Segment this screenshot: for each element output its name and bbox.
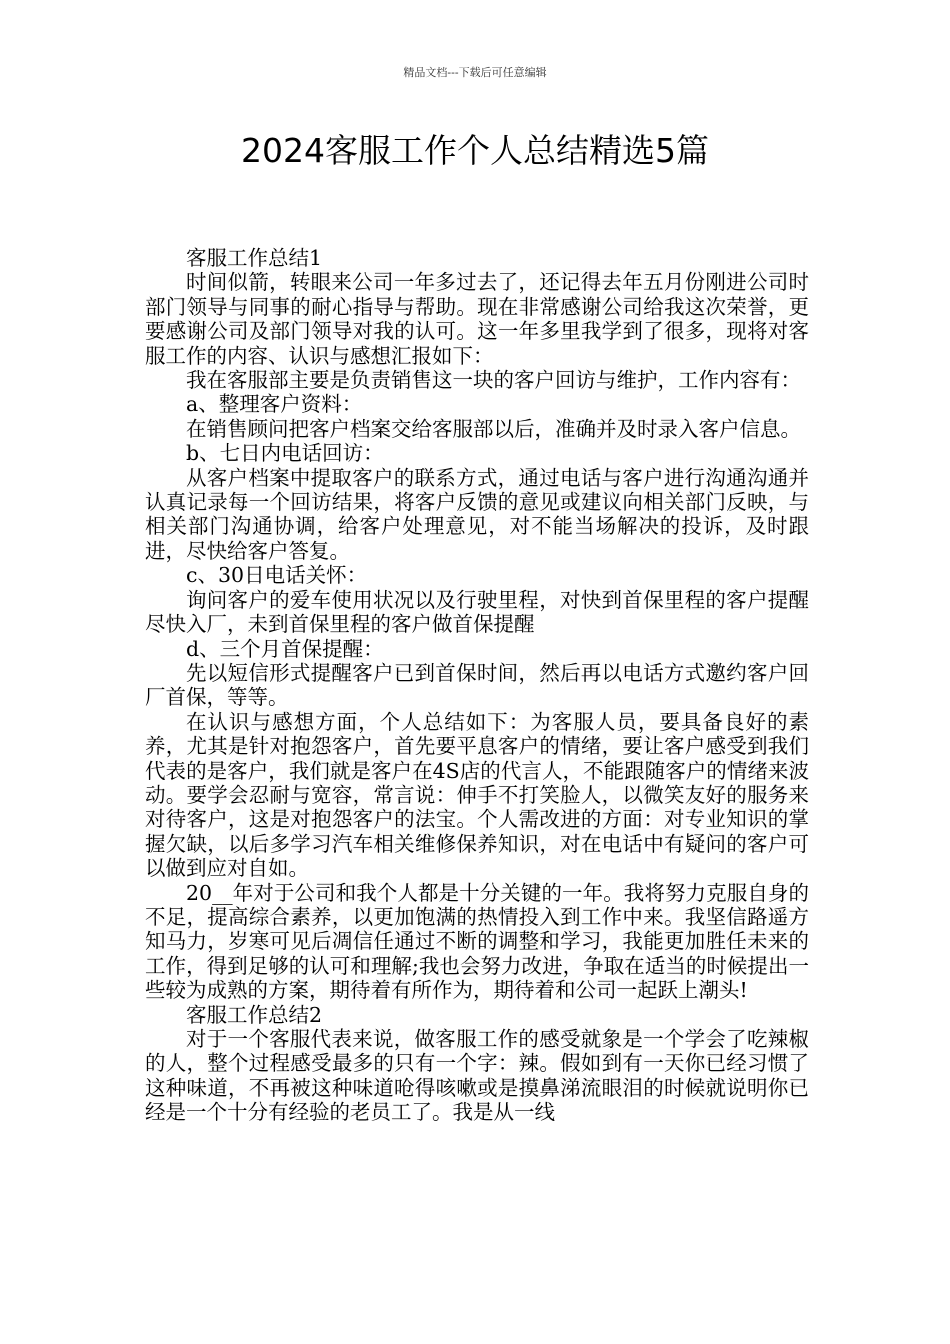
body-paragraph: 先以短信形式提醒客户已到首保时间，然后再以电话方式邀约客户回厂首保，等等。 <box>145 660 809 710</box>
section-heading-1: 客服工作总结1 <box>186 246 323 270</box>
document-title: 2024客服工作个人总结精选5篇 <box>241 131 709 170</box>
body-paragraph: 询问客户的爱车使用状况以及行驶里程，对快到首保里程的客户提醒尽快入厂，未到首保里程的客户做首保提醒 <box>145 587 809 637</box>
body-paragraph: 时间似箭，转眼来公司一年多过去了，还记得去年五月份刚进公司时部门领导与同事的耐心指导与帮助。现在非常感谢公司给我这次荣誉，更要感谢公司及部门领导对我的认可。这一年多里我学到了很多，现将对客服工作的内容、认识与感想汇报如下： <box>145 270 809 368</box>
body-paragraph: 在认识与感想方面，个人总结如下：为客服人员，要具备良好的素养，尤其是针对抱怨客户，首先要平息客户的情绪，要让客户感受到我们代表的是客户，我们就是客户在4S店的代言人，不能跟随客户的情绪来波动。要学会忍耐与宽容，常言说：伸手不打笑脸人，以微笑友好的服务来对待客户，这是对抱怨客户的法宝。个人需改进的方面：对专业知识的掌握欠缺，以后多学习汽车相关维修保养知识，对在电话中有疑问的客户可以做到应对自如。 <box>145 709 809 881</box>
document-body <box>145 246 809 1125</box>
body-paragraph: 从客户档案中提取客户的联系方式，通过电话与客户进行沟通沟通并认真记录每一个回访结果，将客户反馈的意见或建议向相关部门反映，与相关部门沟通协调，给客户处理意见，对不能当场解决的投诉，及时跟进，尽快给客户答复。 <box>145 465 809 563</box>
section-heading-2: 客服工作总结2 <box>186 1002 323 1027</box>
body-paragraph: 20__年对于公司和我个人都是十分关键的一年。我将努力克服自身的不足，提高综合素养，以更加饱满的热情投入到工作中来。我坚信路遥方知马力，岁寒可见后凋信任通过不断的调整和学习，我能更加胜任未来的工作，得到足够的认可和理解;我也会努力改进，争取在适当的时候提出一些较为成熟的方案，期待着有所作为，期待着和公司一起跃上潮头! <box>145 880 809 1003</box>
list-item-heading: a、整理客户资料： <box>186 392 363 417</box>
body-paragraph: 在销售顾问把客户档案交给客服部以后，准确并及时录入客户信息。 <box>186 416 801 441</box>
page-header-note: 精品文档---下载后可任意编辑 <box>403 66 547 79</box>
body-paragraph: 我在客服部主要是负责销售这一块的客户回访与维护，工作内容有： <box>186 368 801 393</box>
list-item-heading: d、三个月首保提醒： <box>186 636 384 661</box>
list-item-heading: b、七日内电话回访： <box>186 441 384 466</box>
list-item-heading: c、30日电话关怀： <box>186 563 368 588</box>
body-paragraph: 对于一个客服代表来说，做客服工作的感受就象是一个学会了吃辣椒的人，整个过程感受最多的只有一个字：辣。假如到有一天你已经习惯了这种味道，不再被这种味道呛得咳嗽或是摸鼻涕流眼泪的时候就说明你已经是一个十分有经验的老员工了。我是从一线 <box>145 1027 809 1125</box>
